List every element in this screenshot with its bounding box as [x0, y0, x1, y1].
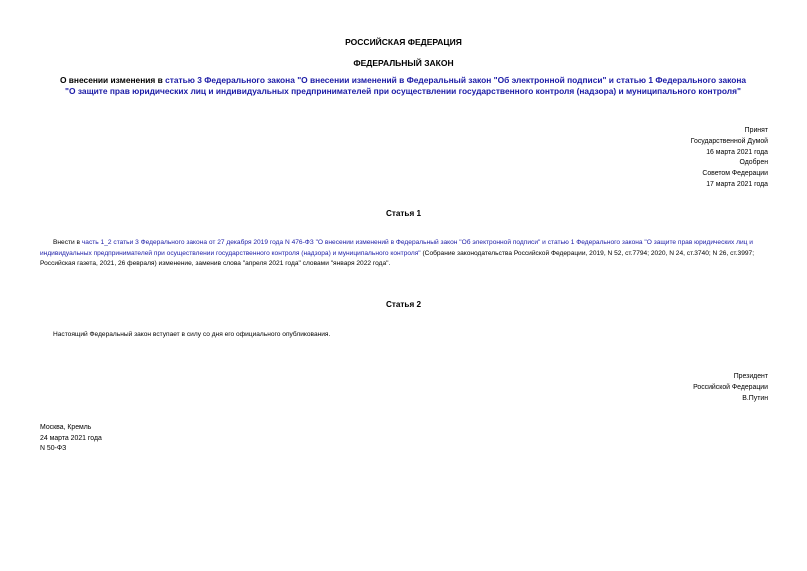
law-title-link-line1[interactable]: статью 3 Федерального закона "О внесении изменений в Федеральный закон "Об электронной подписи" и статью 1 Федерального закона	[165, 75, 747, 85]
signature-country: Российской Федерации	[693, 383, 768, 391]
adopted-by: Государственной Думой	[690, 137, 768, 145]
country-heading: РОССИЙСКАЯ ФЕДЕРАЦИЯ	[345, 37, 462, 47]
law-title-prefix: О внесении изменения в	[59, 75, 166, 85]
article-2-text: Настоящий Федеральный закон вступает в силу со дня его официального опубликования.	[53, 331, 331, 338]
approved-date: 17 марта 2021 года	[706, 180, 768, 188]
adopted-date: 16 марта 2021 года	[706, 148, 768, 156]
signature-name: В.Путин	[742, 394, 768, 402]
law-type-heading: ФЕДЕРАЛЬНЫЙ ЗАКОН	[353, 58, 454, 68]
article-2-heading: Статья 2	[385, 300, 422, 309]
article-1-text-before: Внести в	[53, 239, 82, 246]
article-1-text	[40, 238, 772, 270]
signature-title: Президент	[733, 373, 768, 380]
approved-label: Одобрен	[739, 159, 768, 167]
law-title	[18, 75, 788, 97]
signature-block	[693, 372, 768, 404]
article-1-text-after: (Собрание законодательства Российской Федерации, 2019, N 52, ст.7794; 2020, N 24, ст.3740; N 26, ст.3997; Российская газета, 2021, 26 февраля) изменение, заменив слова "апреля 2021 года" словами "января 2022 года".	[40, 249, 755, 268]
law-number: N 50-ФЗ	[40, 445, 67, 453]
signing-place: Москва, Кремль	[40, 424, 92, 431]
law-title-link-line2[interactable]: "О защите прав юридических лиц и индивидуальных предпринимателей при осуществлении государственного контроля (надзора) и муниципального контроля"	[65, 86, 741, 96]
adopted-label: Принят	[744, 127, 768, 134]
approved-by: Советом Федерации	[702, 170, 768, 178]
signing-date: 24 марта 2021 года	[40, 434, 102, 442]
adoption-block	[691, 126, 768, 191]
article-1-heading: Статья 1	[385, 209, 422, 218]
place-date-block	[40, 423, 102, 455]
article-1-link[interactable]: часть 1_2 статьи 3 Федерального закона от 27 декабря 2019 года N 476-ФЗ "О внесении изменений в Федеральный закон "Об электронной подписи" и статью 1 Федерального закона "О защите прав юридических лиц и индивидуальных предпринимателей при осуществлении государственного контроля (надзора) и муниципального контроля"	[40, 239, 753, 257]
